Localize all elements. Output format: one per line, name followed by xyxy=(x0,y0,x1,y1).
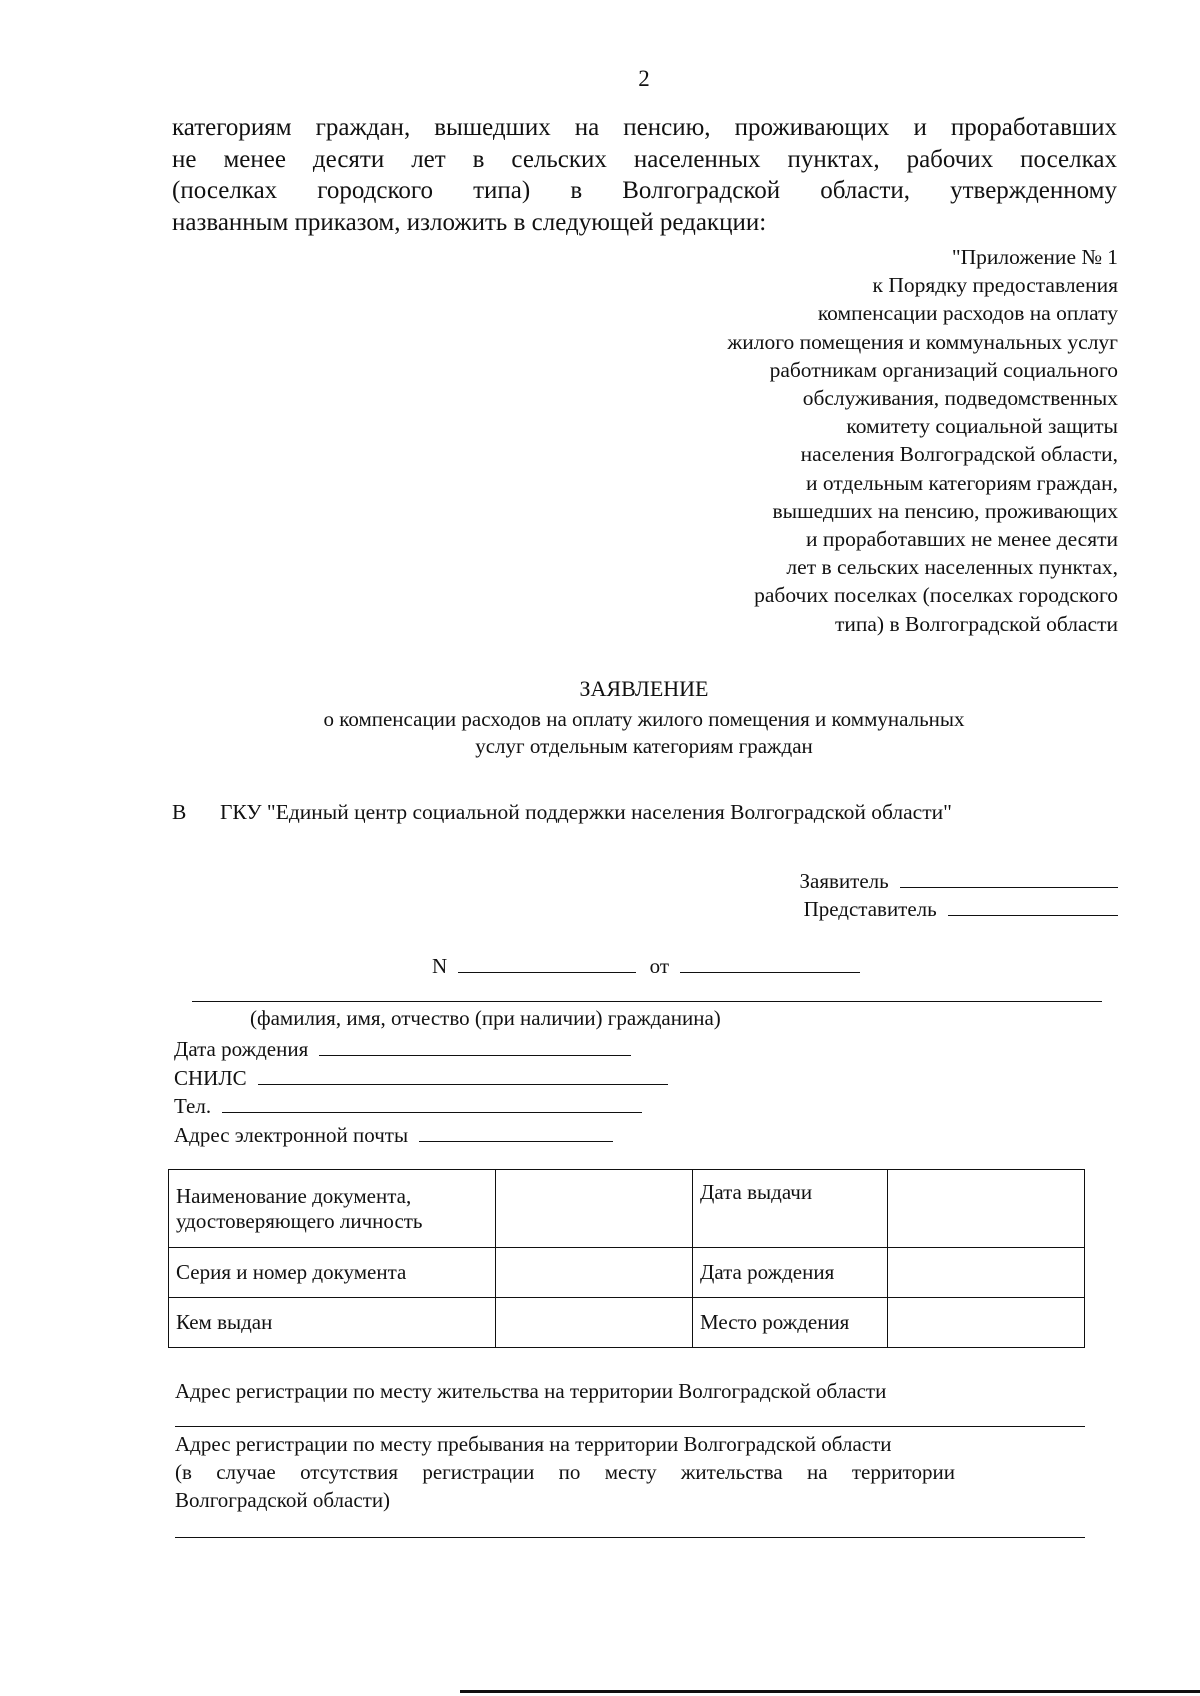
doc-number-label: Серия и номер документа xyxy=(169,1248,496,1298)
date-field[interactable] xyxy=(680,953,860,973)
table-row xyxy=(169,1298,1085,1348)
residence-registration-line[interactable] xyxy=(175,1426,1085,1427)
table-row xyxy=(169,1170,1085,1248)
number-label: N xyxy=(432,954,448,978)
applicant-field[interactable] xyxy=(900,868,1118,888)
phone-field[interactable] xyxy=(222,1093,642,1113)
issued-by-label: Кем выдан xyxy=(169,1298,496,1348)
phone-label: Тел. xyxy=(174,1094,212,1118)
birth-date-row xyxy=(174,1036,631,1062)
addressee-prefix: В xyxy=(172,800,187,824)
issued-by-cell[interactable] xyxy=(496,1298,693,1348)
addressee-line xyxy=(172,800,952,825)
appendix-header xyxy=(727,243,1118,638)
form-title: ЗАЯВЛЕНИЕ xyxy=(579,676,709,701)
stay-registration-label xyxy=(175,1430,955,1514)
addressee-name: ГКУ "Единый центр социальной поддержки населения Волгоградской области" xyxy=(220,800,952,824)
email-row xyxy=(174,1122,613,1148)
fio-hint: (фамилия, имя, отчество (при наличии) гражданина) xyxy=(250,1006,721,1030)
appendix-line: лет в сельских населенных пунктах, xyxy=(786,555,1118,580)
appendix-line: населения Волгоградской области, xyxy=(800,442,1118,467)
appendix-line: типа) в Волгоградской области xyxy=(834,611,1118,636)
page-bottom-rule xyxy=(460,1690,1200,1693)
birth-place-cell[interactable] xyxy=(888,1298,1085,1348)
applicant-row xyxy=(800,868,1118,894)
appendix-line: рабочих поселках (поселках городского xyxy=(754,583,1118,608)
stay-registration-line: Волгоградской области) xyxy=(175,1488,391,1512)
intro-line: (поселках городского типа) в Волгоградской области, утвержденному xyxy=(172,177,1117,204)
birth-date-label: Дата рождения xyxy=(174,1037,309,1061)
appendix-line: и проработавших не менее десяти xyxy=(805,527,1118,552)
appendix-line: к Порядку предоставления xyxy=(872,273,1118,298)
birth-date-field[interactable] xyxy=(319,1036,631,1056)
fio-line[interactable] xyxy=(192,1001,1102,1002)
issue-date-cell[interactable] xyxy=(888,1170,1085,1248)
number-field[interactable] xyxy=(458,953,636,973)
doc-number-cell[interactable] xyxy=(496,1248,693,1298)
doc-name-label: Наименование документа, удостоверяющего личность xyxy=(169,1170,496,1248)
intro-paragraph xyxy=(172,112,1117,238)
appendix-line: комитету социальной защиты xyxy=(846,414,1118,439)
intro-line: названным приказом, изложить в следующей редакции: xyxy=(172,208,767,236)
table-birth-date-cell[interactable] xyxy=(888,1248,1085,1298)
doc-name-cell[interactable] xyxy=(496,1170,693,1248)
stay-registration-line: Адрес регистрации по месту пребывания на территории Волгоградской области xyxy=(175,1432,892,1456)
appendix-line: жилого помещения и коммунальных услуг xyxy=(727,329,1118,354)
registration-number-row xyxy=(432,953,860,979)
intro-line: категориям граждан, вышедших на пенсию, проживающих и проработавших xyxy=(172,114,1117,141)
form-subtitle xyxy=(0,706,1200,760)
representative-row xyxy=(804,896,1118,922)
representative-field[interactable] xyxy=(948,896,1118,916)
email-field[interactable] xyxy=(419,1122,613,1142)
snils-label: СНИЛС xyxy=(174,1066,247,1090)
form-subtitle-line: услуг отдельным категориям граждан xyxy=(475,734,813,758)
stay-registration-line: (в случае отсутствия регистрации по месту жительства на территории xyxy=(175,1460,955,1484)
appendix-line: и отдельным категориям граждан, xyxy=(806,470,1118,495)
table-row xyxy=(169,1248,1085,1298)
appendix-line: "Приложение № 1 xyxy=(951,245,1118,269)
applicant-label: Заявитель xyxy=(799,869,889,893)
appendix-line: компенсации расходов на оплату xyxy=(817,301,1118,326)
page-number: 2 xyxy=(638,66,650,91)
snils-field[interactable] xyxy=(258,1065,668,1085)
appendix-line: обслуживания, подведомственных xyxy=(802,386,1118,411)
appendix-line: вышедших на пенсию, проживающих xyxy=(772,498,1118,523)
birth-place-label: Место рождения xyxy=(693,1298,888,1348)
stay-registration-field[interactable] xyxy=(175,1537,1085,1538)
date-from-label: от xyxy=(649,954,670,978)
residence-registration-label: Адрес регистрации по месту жительства на территории Волгоградской области xyxy=(175,1379,887,1403)
intro-line: не менее десяти лет в сельских населенных пунктах, рабочих поселках xyxy=(172,145,1117,173)
phone-row xyxy=(174,1093,642,1119)
identity-document-table xyxy=(168,1169,1085,1348)
table-birth-date-label: Дата рождения xyxy=(693,1248,888,1298)
issue-date-label: Дата выдачи xyxy=(693,1170,888,1248)
snils-row xyxy=(174,1065,668,1091)
appendix-line: работникам организаций социального xyxy=(769,357,1118,382)
email-label: Адрес электронной почты xyxy=(174,1123,409,1147)
representative-label: Представитель xyxy=(803,897,937,921)
form-subtitle-line: о компенсации расходов на оплату жилого помещения и коммунальных xyxy=(323,707,965,731)
